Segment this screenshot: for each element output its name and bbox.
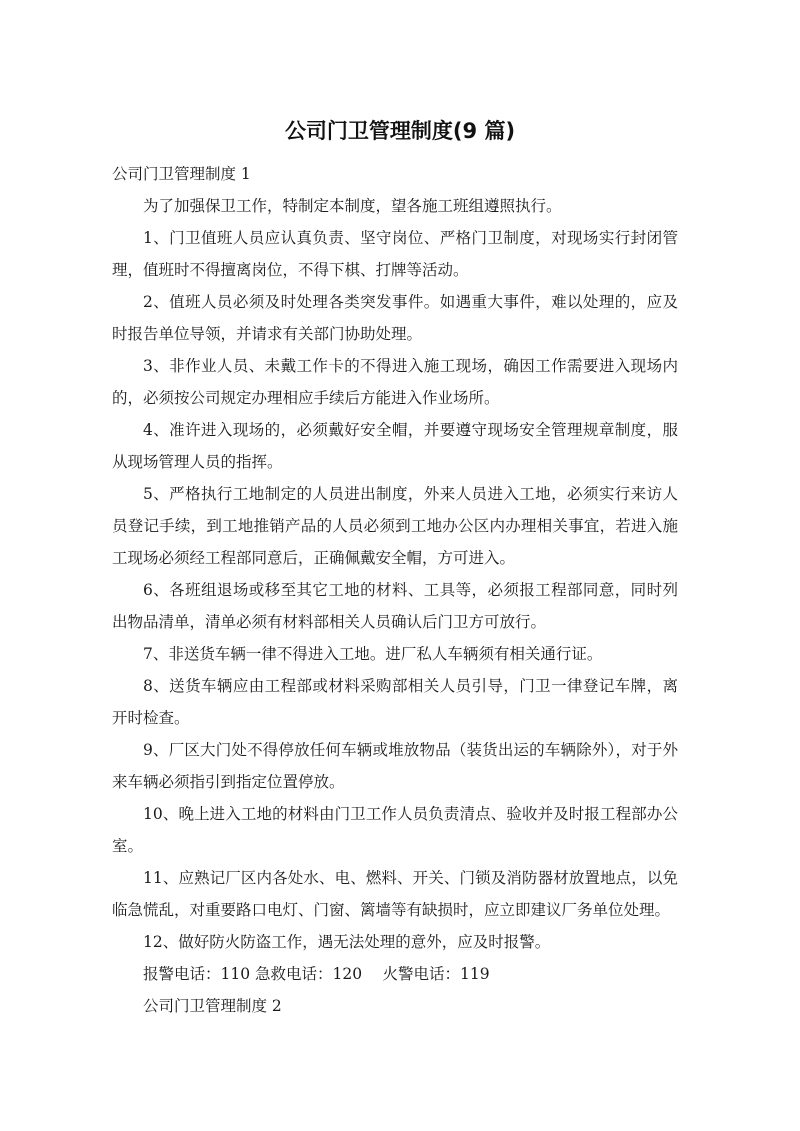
- section-heading-1: 公司门卫管理制度 1: [112, 165, 251, 183]
- rule-paragraph-10: 10、晚上进入工地的材料由门卫工作人员负责清点、验收并及时报工程部办公室。: [112, 805, 678, 855]
- rule-paragraph-9: 9、厂区大门处不得停放任何车辆或堆放物品（装货出运的车辆除外），对于外来车辆必须指引到指定位置停放。: [112, 741, 678, 791]
- emergency-phone-line: 报警电话：110 急救电话：120 火警电话：119: [143, 965, 490, 983]
- rule-paragraph-3: 3、非作业人员、未戴工作卡的不得进入施工现场，确因工作需要进入现场内的，必须按公司规定办理相应手续后方能进入作业场所。: [112, 357, 678, 407]
- rule-paragraph-11: 11、应熟记厂区内各处水、电、燃料、开关、门锁及消防器材放置地点，以免临急慌乱，对重要路口电灯、门窗、篱墙等有缺损时，应立即建议厂务单位处理。: [112, 869, 678, 919]
- rule-paragraph-2: 2、值班人员必须及时处理各类突发事件。如遇重大事件，难以处理的，应及时报告单位导领，并请求有关部门协助处理。: [112, 293, 678, 343]
- rule-paragraph-4: 4、准许进入现场的，必须戴好安全帽，并要遵守现场安全管理规章制度，服从现场管理人员的指挥。: [112, 421, 678, 471]
- rule-paragraph-5: 5、严格执行工地制定的人员进出制度，外来人员进入工地，必须实行来访人员登记手续，到工地推销产品的人员必须到工地办公区内办理相关事宜，若进入施工现场必须经工程部同意后，正确佩戴安全帽，方可进入。: [112, 485, 678, 567]
- intro-paragraph: 为了加强保卫工作，特制定本制度，望各施工班组遵照执行。: [143, 197, 562, 215]
- section-heading-2: 公司门卫管理制度 2: [143, 997, 282, 1015]
- rule-paragraph-7: 7、非送货车辆一律不得进入工地。进厂私人车辆须有相关通行证。: [143, 645, 603, 663]
- rule-paragraph-6: 6、各班组退场或移至其它工地的材料、工具等，必须报工程部同意，同时列出物品清单，清单必须有材料部相关人员确认后门卫方可放行。: [112, 581, 678, 631]
- document-title: 公司门卫管理制度(9 篇): [284, 119, 516, 143]
- rule-paragraph-12: 12、做好防火防盗工作，遇无法处理的意外，应及时报警。: [143, 933, 551, 951]
- rule-paragraph-8: 8、送货车辆应由工程部或材料采购部相关人员引导，门卫一律登记车牌，离开时检查。: [112, 677, 678, 727]
- document-body: [112, 158, 678, 1022]
- rule-paragraph-1: 1、门卫值班人员应认真负责、坚守岗位、严格门卫制度，对现场实行封闭管理，值班时不得擅离岗位，不得下棋、打牌等活动。: [112, 229, 678, 279]
